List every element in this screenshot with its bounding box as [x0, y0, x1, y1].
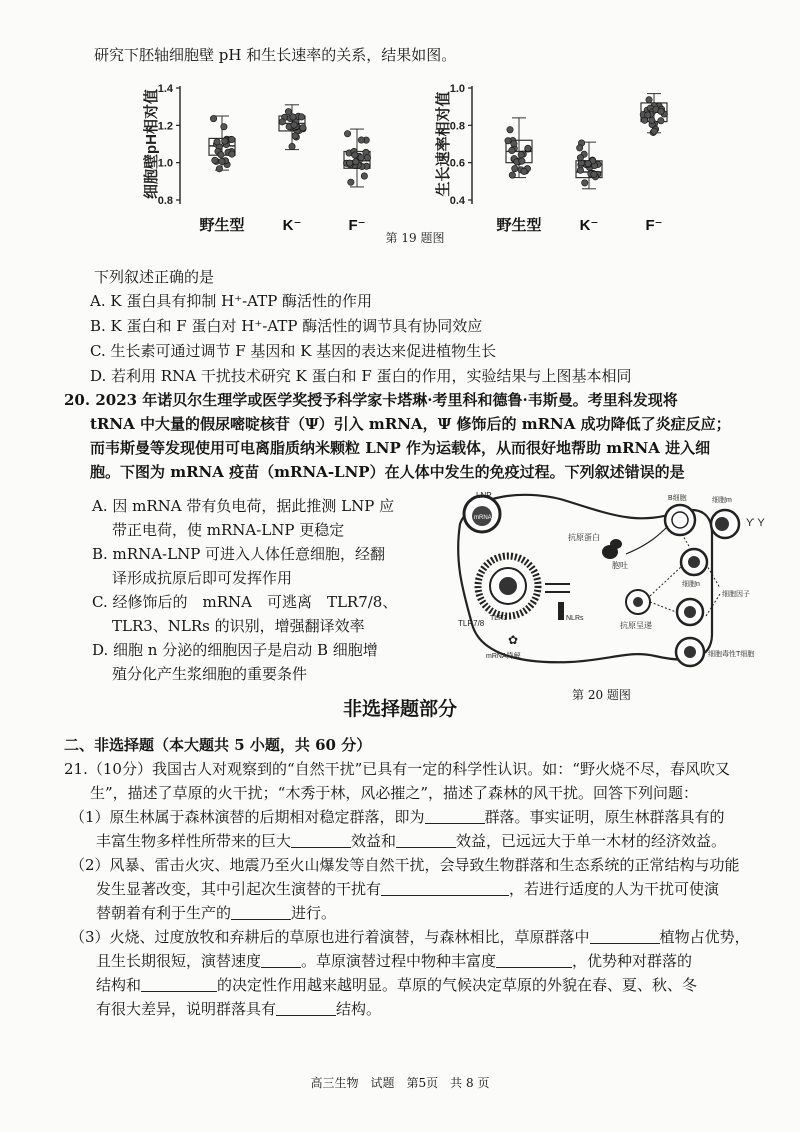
presentation-label: 抗原呈递	[620, 621, 652, 630]
data-point	[361, 173, 367, 179]
data-point	[218, 152, 224, 158]
data-point	[518, 152, 524, 158]
q19-figure-caption: 第 19 题图	[385, 231, 445, 245]
data-point	[525, 145, 531, 151]
data-point	[300, 125, 306, 131]
answer-blank-5[interactable]	[231, 904, 291, 920]
data-point	[279, 119, 285, 125]
svg-text:Ƴ Y: Ƴ Y	[746, 517, 765, 529]
q21-p3a: （3）火烧、过度放牧和弃耕后的草原也进行着演替，与森林相比，草原群落中	[70, 928, 590, 946]
degrade-label: mRNA降解	[486, 653, 521, 660]
nlrs-label: NLRs	[566, 615, 584, 622]
data-point	[285, 108, 291, 114]
q20-option-c-line-2: TLR3、NLRs 的识别，增强翻译效率	[112, 617, 365, 635]
q20-option-a-line-2: 带正电荷，使 mRNA-LNP 更稳定	[112, 521, 345, 539]
y-tick-label: 1.4	[157, 83, 173, 95]
q19-prompt: 下列叙述正确的是	[94, 268, 215, 286]
data-point	[292, 133, 298, 139]
q21-part1-line-2	[96, 830, 726, 852]
q19-intro-text: 研究下胚轴细胞壁 pH 和生长速率的关系，结果如图。	[94, 46, 457, 64]
data-point	[509, 172, 515, 178]
q20-option-a-line-1: A. 因 mRNA 带有负电荷，据此推测 LNP 应	[92, 497, 395, 515]
q20-immune-figure	[450, 484, 780, 684]
y-tick-label: 1.2	[157, 120, 173, 133]
data-point	[585, 160, 591, 166]
category-label: K⁻	[579, 217, 599, 234]
answer-blank-10[interactable]	[276, 1000, 336, 1016]
data-point	[221, 124, 227, 130]
tlr78-label: TLR7/8	[458, 619, 485, 628]
q21-p1c: 丰富生物多样性所带来的巨大	[96, 832, 292, 850]
q21-part3-line-3	[96, 974, 697, 996]
q21-p3g: 的决定性作用越来越明显。草原的气候决定草原的外貌在春、夏、秋、冬	[217, 976, 698, 994]
data-point	[511, 140, 517, 146]
q21-p3d: 。草原演替过程中物种丰富度	[301, 952, 497, 970]
answer-blank-6[interactable]	[590, 928, 660, 944]
chart-growth-rate	[434, 83, 667, 234]
q20-option-b-line-1: B. mRNA-LNP 可进入人体任意细胞，经翻	[92, 545, 386, 563]
data-point	[651, 128, 657, 134]
cell-n-label: 细胞n	[682, 581, 700, 588]
q21-part1-line-1	[70, 806, 725, 828]
data-point	[210, 115, 216, 121]
data-point	[507, 127, 513, 133]
data-point	[645, 112, 651, 118]
cell-m-label: 细胞m	[712, 497, 732, 504]
y-tick-label: 0.8	[449, 120, 465, 133]
data-point	[512, 165, 518, 171]
mrna-label: mRNA	[474, 515, 492, 521]
data-point	[646, 97, 652, 103]
q21-p2e: 进行。	[291, 904, 337, 922]
answer-blank-8[interactable]	[496, 952, 572, 968]
q21-stem-line-1: 21.（10分）我国古人对观察到的“自然干扰”已具有一定的科学性认识。如：“野火烧不尽，春风吹又	[64, 760, 730, 778]
chart-cell-wall-ph	[142, 83, 371, 234]
data-point	[577, 155, 583, 161]
data-point	[348, 179, 354, 185]
category-label: F⁻	[645, 217, 663, 234]
data-point	[358, 137, 364, 143]
phago-label: 胞吐	[612, 561, 628, 570]
data-point	[519, 158, 525, 164]
answer-blank-1[interactable]	[425, 808, 485, 824]
category-label: 野生型	[496, 217, 542, 234]
q21-p2b: 发生显著改变，其中引起次生演替的干扰有	[96, 880, 382, 898]
data-point	[582, 180, 588, 186]
y-tick-label: 0.6	[449, 157, 465, 170]
q21-part3-line-1	[70, 926, 750, 948]
q21-p1b: 群落。事实证明，原生林群落具有的	[484, 808, 725, 826]
q21-p1a: （1）原生林属于森林演替的后期相对稳定群落，即为	[70, 808, 425, 826]
q20-stem-line-1: 20. 2023 年诺贝尔生理学或医学奖授予科学家卡塔琳·考里科和德鲁·韦斯曼。考里科发现将	[64, 391, 678, 409]
antigen-label: 抗原蛋白	[568, 533, 600, 542]
data-point	[658, 108, 664, 114]
q21-p3f: 结构和	[96, 976, 142, 994]
q20-option-b-line-2: 译形成抗原后即可发挥作用	[112, 569, 293, 587]
answer-blank-9[interactable]	[141, 976, 217, 992]
data-point	[229, 136, 235, 142]
page-footer: 高三生物 试题 第5页 共 8 页	[310, 1076, 490, 1090]
data-point	[344, 131, 350, 137]
data-point	[352, 152, 358, 158]
q19-option-b: B. K 蛋白和 F 蛋白对 H⁺-ATP 酶活性的调节具有协同效应	[90, 317, 483, 335]
data-point	[229, 151, 235, 157]
category-label: F⁻	[348, 217, 366, 234]
data-point	[222, 138, 228, 144]
y-tick-label: 0.8	[157, 195, 173, 207]
data-point	[212, 157, 218, 163]
q21-part2-line-2	[96, 878, 719, 900]
data-point	[509, 147, 515, 153]
q21-part3-line-4	[96, 998, 381, 1020]
q21-p3h: 有很大差异，说明群落具有	[96, 1000, 277, 1018]
q20-option-d-line-1: D. 细胞 n 分泌的细胞因子是启动 B 细胞增	[92, 641, 378, 659]
q20-stem-line-3: 而韦斯曼等发现使用可电离脂质纳米颗粒 LNP 作为运载体，从而很好地帮助 mRNA 进入细	[90, 439, 711, 457]
data-point	[521, 168, 527, 174]
b-cell-label: B细胞	[668, 495, 687, 502]
q19-option-d: D. 若利用 RNA 干扰技术研究 K 蛋白和 F 蛋白的作用，实验结果与上图基本相同	[90, 367, 632, 385]
q21-stem-line-2: 生”，描述了草原的火干扰；“木秀于林，风必摧之”，描述了森林的风干扰。回答下列问题：	[90, 784, 699, 802]
data-point	[219, 158, 225, 164]
data-point	[291, 122, 297, 128]
q21-p2c: ，若进行适度的人为干扰可使演	[509, 880, 720, 898]
q21-p1d: 效益和	[351, 832, 397, 850]
answer-blank-4[interactable]	[381, 880, 509, 896]
q21-p2d: 替朝着有利于生产的	[96, 904, 232, 922]
q21-part3-line-2	[96, 950, 692, 972]
lnp-label: LNP	[476, 491, 492, 500]
y-tick-label: 0.4	[449, 195, 465, 207]
y-tick-label: 1.0	[157, 157, 173, 170]
q21-p1e: 效益，已远远大于单一木材的经济效益。	[456, 832, 727, 850]
q20-stem-line-4: 胞。下图为 mRNA 疫苗（mRNA-LNP）在人体中发生的免疫过程。下列叙述错误的是	[90, 463, 685, 481]
q21-p3c: 且生长期很短，演替速度	[96, 952, 262, 970]
data-point	[364, 155, 370, 161]
data-point	[298, 114, 304, 120]
tlr3-label: TLR3	[490, 615, 508, 622]
data-point	[576, 145, 582, 151]
q21-p3i: 结构。	[336, 1000, 382, 1018]
q21-p3e: ，优势种对群落的	[572, 952, 693, 970]
section-title: 非选择题部分	[342, 698, 457, 720]
y-axis-label: 生长速率相对值	[435, 91, 452, 197]
q20-option-d-line-2: 殖分化产生浆细胞的重要条件	[112, 665, 308, 683]
section-heading: 二、非选择题（本大题共 5 小题，共 60 分）	[64, 736, 372, 754]
q19-option-c: C. 生长素可通过调节 F 基因和 K 基因的表达来促进植物生长	[90, 342, 497, 360]
cytokine-label: 细胞因子	[722, 591, 750, 598]
y-axis-label: 细胞壁pH相对值	[143, 89, 160, 199]
data-point	[358, 154, 364, 160]
data-point	[505, 138, 511, 144]
answer-blank-3[interactable]	[396, 832, 456, 848]
y-tick-label: 1.0	[449, 83, 465, 95]
q19-figure	[0, 74, 800, 294]
q21-p3b: 植物占优势，	[659, 928, 750, 946]
data-point	[214, 139, 220, 145]
q21-part2-line-1: （2）风暴、雷击火灾、地震乃至火山爆发等自然干扰，会导致生物群落和生态系统的正常结构与功能	[70, 856, 740, 874]
data-point	[216, 166, 222, 172]
data-point	[290, 114, 296, 120]
data-point	[658, 118, 664, 124]
q19-option-a: A. K 蛋白具有抑制 H⁺-ATP 酶活性的作用	[90, 292, 373, 310]
category-label: K⁻	[282, 217, 302, 234]
category-label: 野生型	[199, 217, 245, 234]
q21-part2-line-3	[96, 902, 336, 924]
data-point	[353, 159, 359, 165]
answer-blank-2[interactable]	[291, 832, 351, 848]
svg-text:✿: ✿	[508, 633, 519, 647]
data-point	[591, 171, 597, 177]
data-point	[289, 143, 295, 149]
q20-option-c-line-1: C. 经修饰后的 mRNA 可逃离 TLR7/8、	[92, 593, 398, 611]
answer-blank-7[interactable]	[261, 952, 301, 968]
t-cell-label: 细胞毒性T细胞	[708, 651, 755, 658]
q20-figure-caption: 第 20 题图	[572, 688, 631, 702]
data-point	[649, 117, 655, 123]
q20-stem-line-2: tRNA 中大量的假尿嘧啶核苷（Ψ）引入 mRNA，Ψ 修饰后的 mRNA 成功降低了炎症反应；	[90, 415, 731, 433]
ribosome-icon	[602, 539, 622, 559]
data-point	[346, 160, 352, 166]
